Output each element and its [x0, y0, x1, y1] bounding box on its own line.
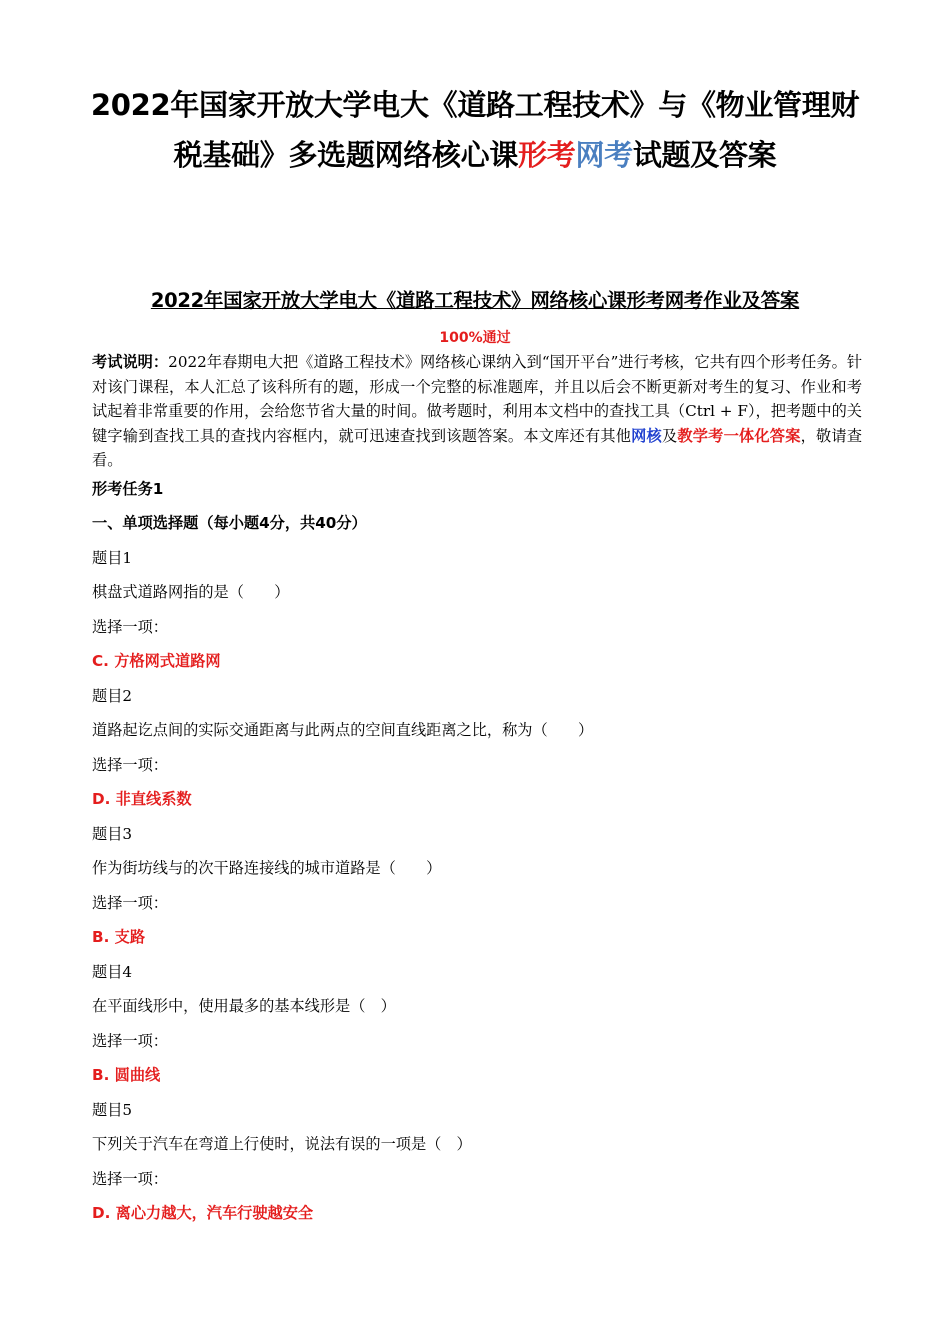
- main-title: [60, 80, 890, 180]
- choose-one-label: 选择一项：: [92, 1170, 168, 1188]
- main-title-part2: 税基础》多选题网络核心课: [173, 138, 519, 172]
- intro-link-wanghe[interactable]: 网核: [631, 426, 662, 445]
- question-answer: D. 离心力越大，汽车行驶越安全: [92, 1204, 314, 1222]
- main-title-blue-text: 网考: [575, 138, 633, 172]
- question-stem: 下列关于汽车在弯道上行使时，说法有误的一项是（ ）: [92, 1135, 472, 1153]
- question-number: 题目1: [92, 549, 133, 567]
- question-answer: B. 支路: [92, 928, 146, 946]
- main-title-red-text: 形考: [518, 138, 576, 172]
- question-number: 题目3: [92, 825, 133, 843]
- choose-one-label: 选择一项：: [92, 1032, 168, 1050]
- subtitle: 2022年国家开放大学电大《道路工程技术》网络核心课形考网考作业及答案: [150, 289, 800, 312]
- question-stem: 道路起讫点间的实际交通距离与此两点的空间直线距离之比，称为（ ）: [92, 721, 594, 739]
- question-answer: D. 非直线系数: [92, 790, 192, 808]
- question-stem: 在平面线形中，使用最多的基本线形是（ ）: [92, 997, 396, 1015]
- intro-text: 2022年春期电大把《道路工程技术》网络核心课纳入到“国开平台”进行考核，它共有四个形考任务。针对该门课程，本人汇总了该科所有的题，形成一个完整的标准题库，并且以后会不断更新对考生的复习、作业和考试起着非常重要的作用，会给您节省大量的时间。做考题时，利用本文档中的查找工具（Ctrl + F），把考题中的关键字输到查找工具的查找内容框内，就可迅速查找到该题答案。本文库还有其他: [92, 353, 863, 445]
- question-number: 题目5: [92, 1101, 133, 1119]
- intro-link-teaching-answers[interactable]: 教学考一体化答案: [677, 426, 801, 445]
- question-answer: C. 方格网式道路网: [92, 652, 221, 670]
- intro-and: 及: [661, 426, 678, 445]
- main-title-part1: 2022年国家开放大学电大《道路工程技术》与《物业管理财: [90, 88, 860, 122]
- question-stem: 棋盘式道路网指的是（ ）: [92, 583, 290, 601]
- pass-note: 100%通过: [439, 330, 511, 346]
- section-title: 一、单项选择题（每小题4分，共40分）: [92, 514, 367, 532]
- choose-one-label: 选择一项：: [92, 894, 168, 912]
- choose-one-label: 选择一项：: [92, 618, 168, 636]
- question-number: 题目2: [92, 687, 133, 705]
- main-title-part3: 试题及答案: [632, 138, 777, 172]
- intro-label: 考试说明：: [92, 353, 169, 371]
- intro-tail: ，敬请查看。: [92, 426, 863, 470]
- intro-paragraph: [92, 350, 862, 473]
- question-answer: B. 圆曲线: [92, 1066, 161, 1084]
- choose-one-label: 选择一项：: [92, 756, 168, 774]
- task-title: 形考任务1: [92, 480, 164, 498]
- question-stem: 作为街坊线与的次干路连接线的城市道路是（ ）: [92, 859, 442, 877]
- question-number: 题目4: [92, 963, 133, 981]
